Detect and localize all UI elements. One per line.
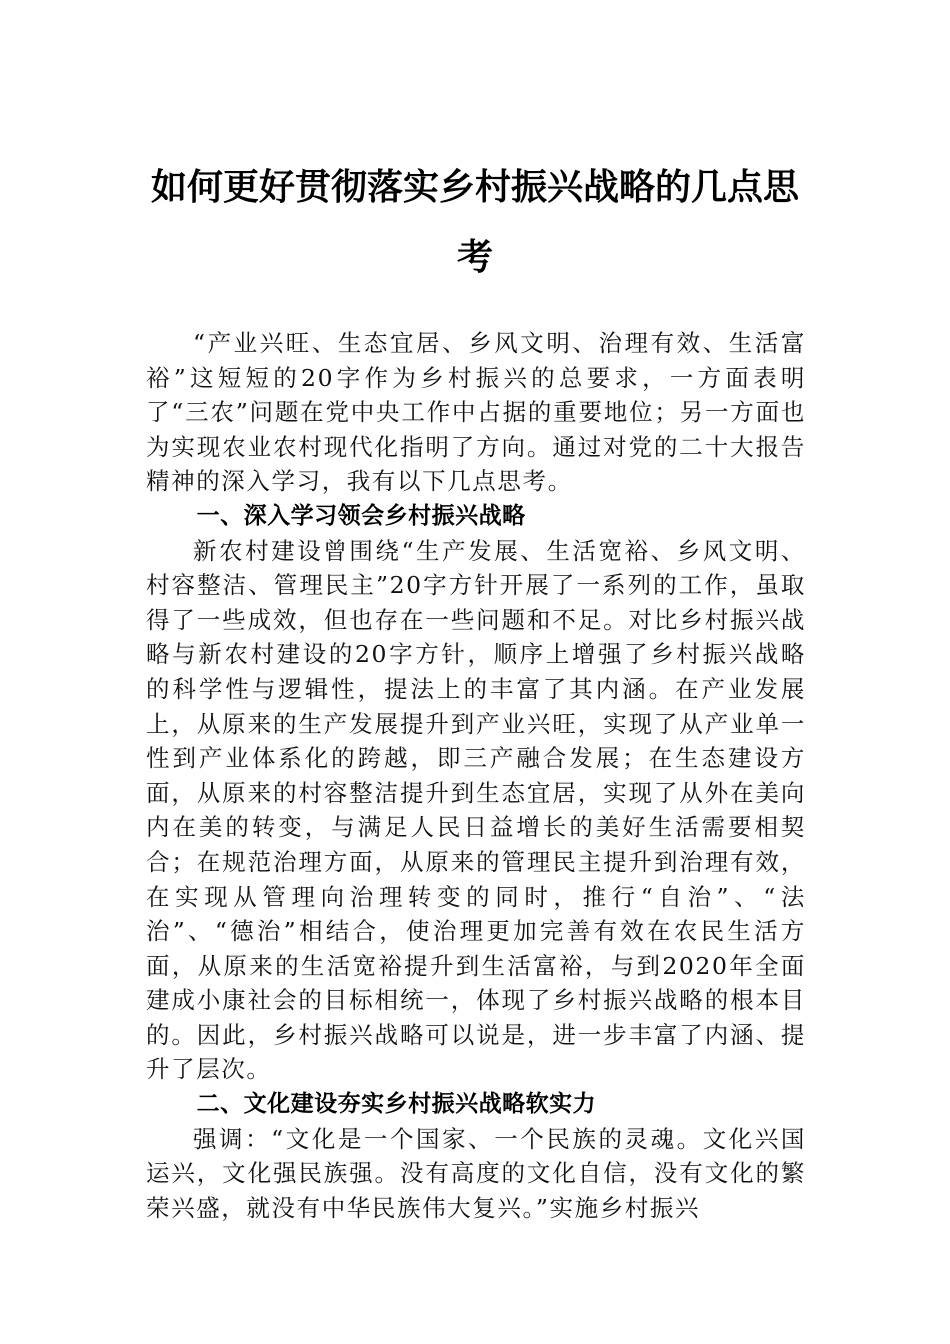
section-2-heading: 二、文化建设夯实乡村振兴战略软实力: [196, 1091, 597, 1118]
section-1-heading: 一、深入学习领会乡村振兴战略: [196, 502, 526, 529]
document-body: [146, 326, 806, 1225]
document-title: 如何更好贯彻落实乡村振兴战略的几点思考: [150, 166, 799, 278]
section-1-paragraph: 新农村建设曾围绕“生产发展、生活宽裕、乡风文明、村容整洁、管理民主”20字方针开展了一系列的工作，虽取得了一些成效，但也存在一些问题和不足。对比乡村振兴战略与新农村建设的20字方针，顺序上增强了乡村振兴战略的科学性与逻辑性，提法上的丰富了其内涵。在产业发展上，从原来的生产发展提升到产业兴旺，实现了从产业单一性到产业体系化的跨越，即三产融合发展；在生态建设方面，从原来的村容整洁提升到生态宜居，实现了从外在美向内在美的转变，与满足人民日益增长的美好生活需要相契合；在规范治理方面，从原来的管理民主提升到治理有效，在实现从管理向治理转变的同时，推行“自治”、“法治”、“德治”相结合，使治理更加完善有效在农民生活方面，从原来的生活宽裕提升到生活富裕，与到2020年全面建成小康社会的目标相统一，体现了乡村振兴战略的根本目的。因此，乡村振兴战略可以说是，进一步丰富了内涵、提升了层次。: [146, 536, 806, 1084]
section-2-paragraph: 强调：“文化是一个国家、一个民族的灵魂。文化兴国运兴，文化强民族强。没有高度的文化自信，没有文化的繁荣兴盛，就没有中华民族伟大复兴。”实施乡村振兴: [146, 1124, 806, 1222]
intro-paragraph: “产业兴旺、生态宜居、乡风文明、治理有效、生活富裕”这短短的20字作为乡村振兴的总要求，一方面表明了“三农”问题在党中央工作中占据的重要地位；另一方面也为实现农业农村现代化指明了方向。通过对党的二十大报告精神的深入学习，我有以下几点思考。: [146, 329, 806, 496]
